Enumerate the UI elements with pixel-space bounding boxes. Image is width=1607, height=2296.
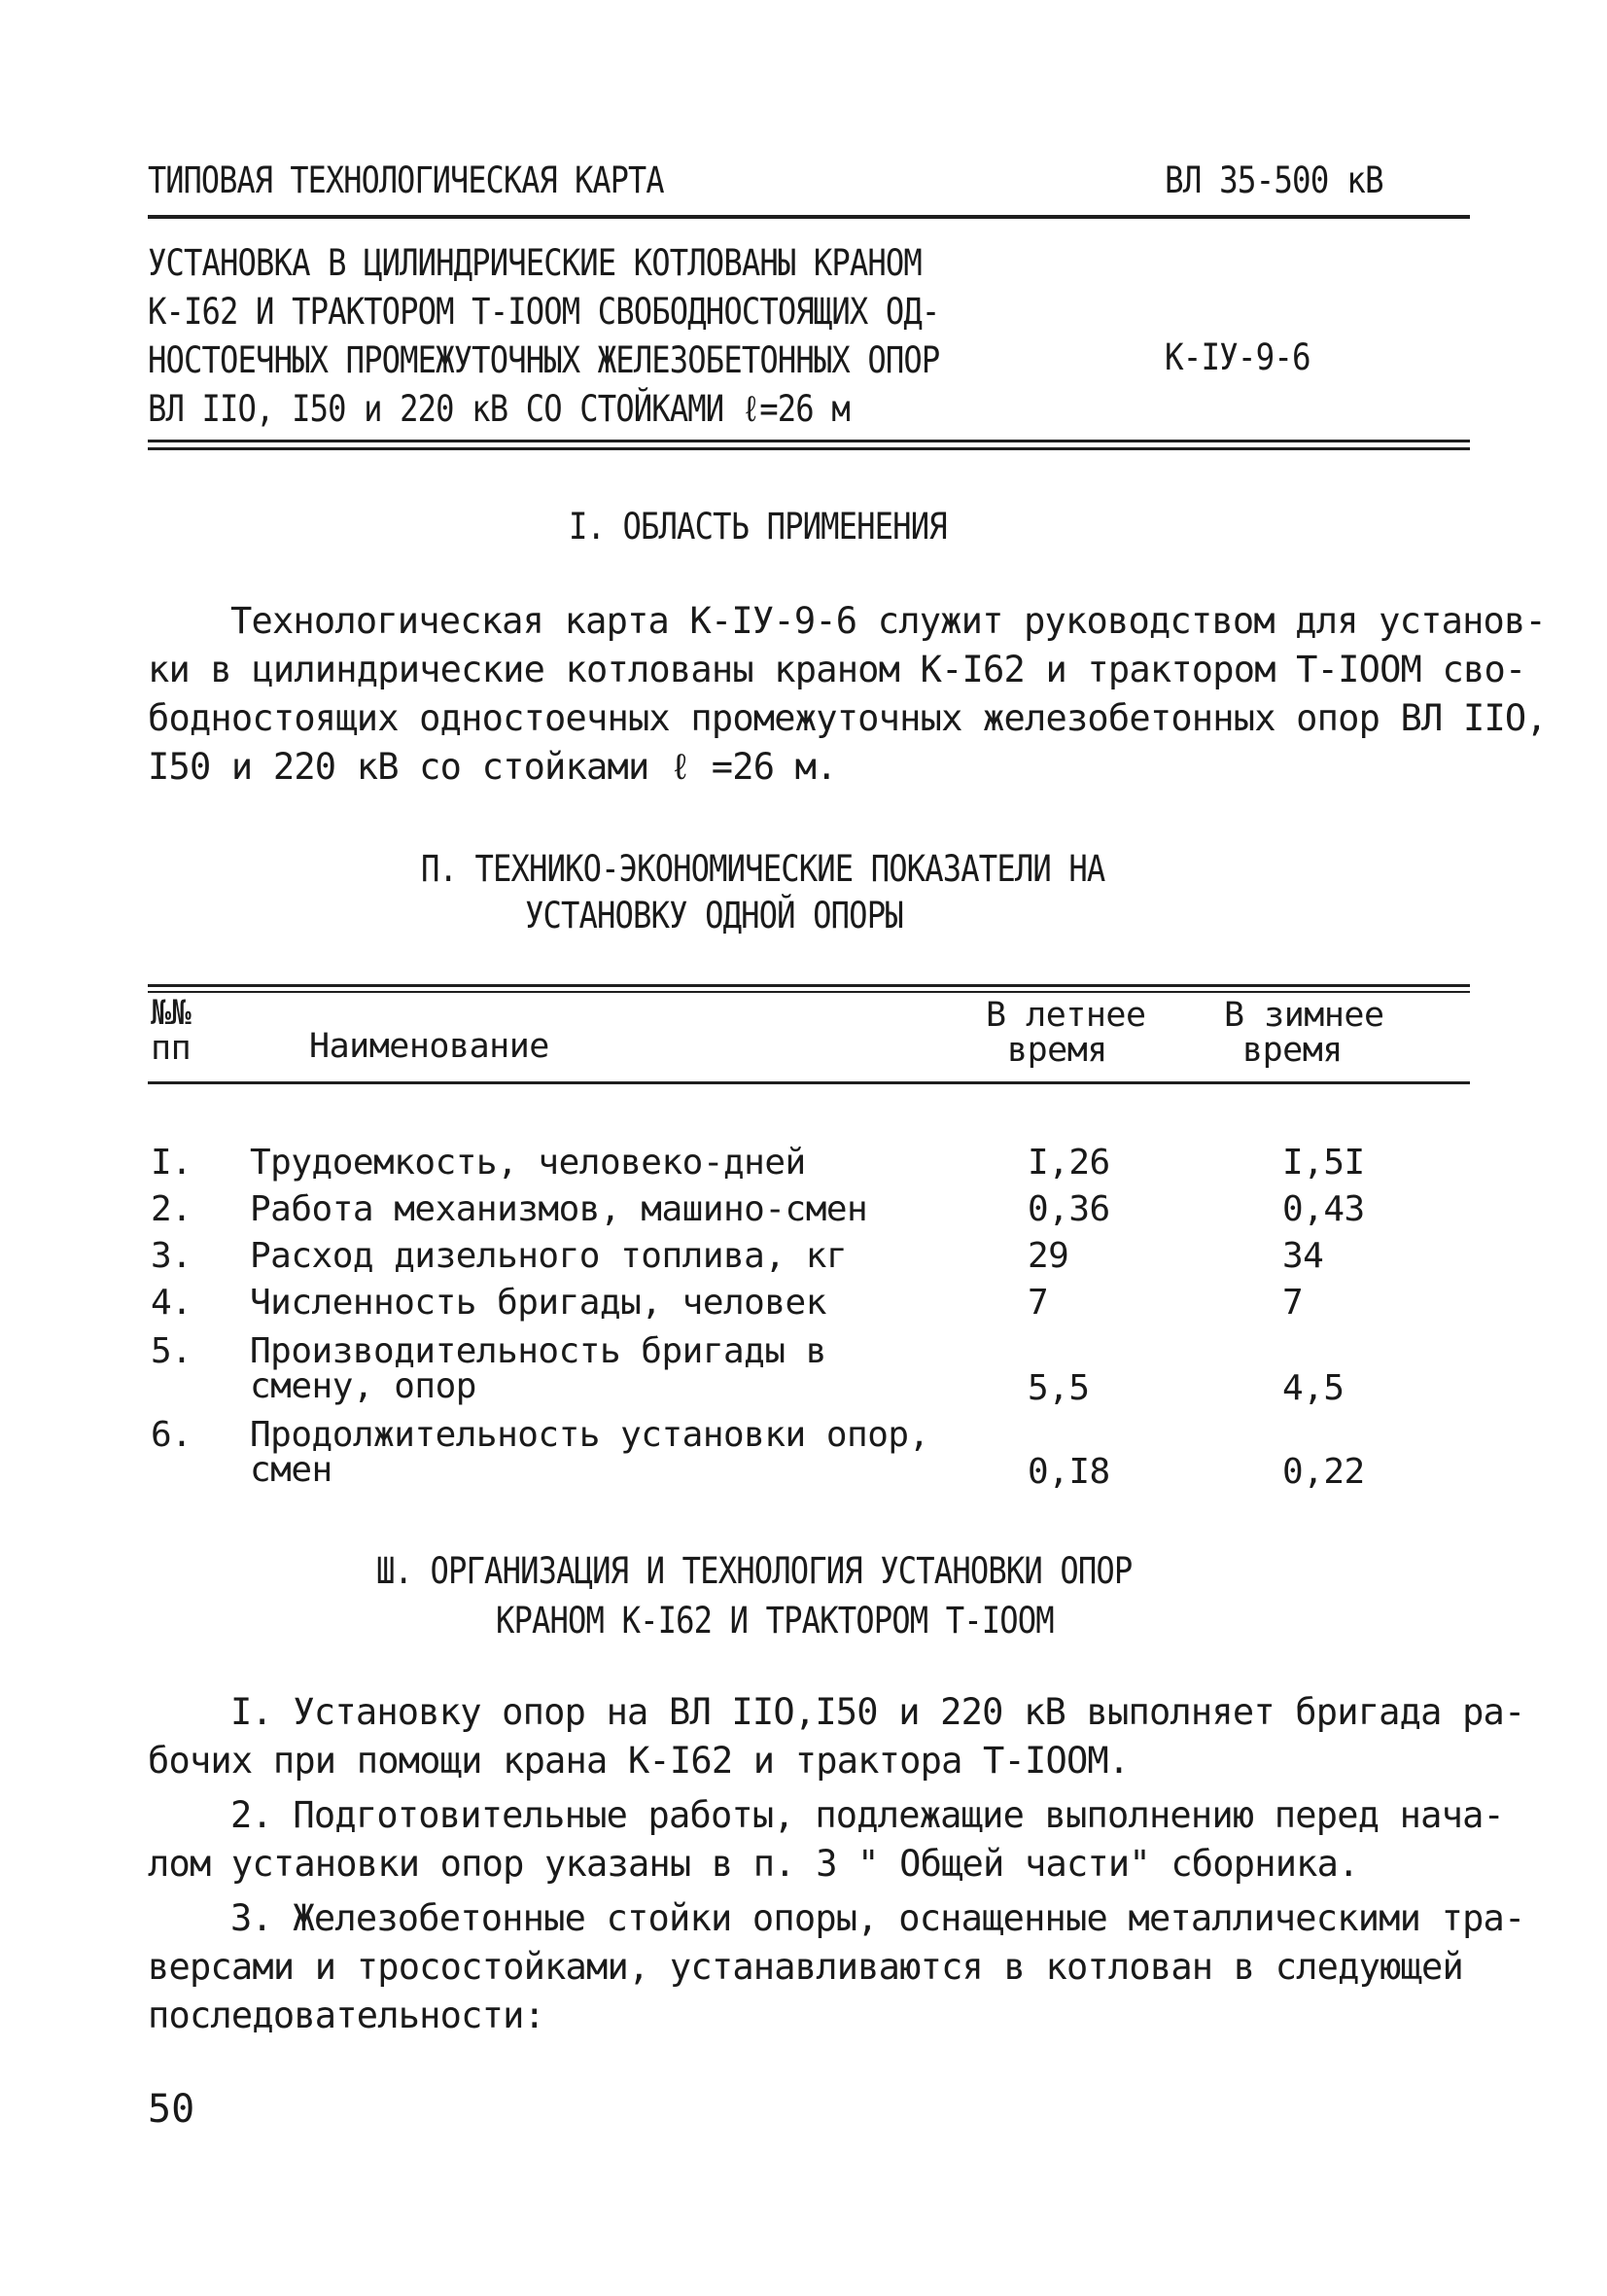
- table-row-summer: 0,I8: [1028, 1452, 1110, 1492]
- table-row-summer: 5,5: [1028, 1368, 1090, 1408]
- table-row-name-cont: смен: [250, 1450, 332, 1490]
- title-rule-top: [148, 440, 1470, 442]
- table-row-name: Численность бригады, человек: [250, 1283, 826, 1323]
- col-summer-line1: В летнее: [986, 996, 1146, 1035]
- col-summer-line2: время: [1007, 1031, 1107, 1070]
- paragraph-line: 3. Железобетонные стойки опоры, оснащенные металлическими тра-: [230, 1897, 1525, 1939]
- section3-paragraph-3: [148, 1894, 1525, 2040]
- col-winter-line1: В зимнее: [1224, 996, 1384, 1035]
- table-row-name: Производительность бригады в: [250, 1331, 826, 1371]
- paragraph-line: лом установки опор указаны в п. 3 " Общей части" сборника.: [148, 1843, 1359, 1885]
- table-row-name: Продолжительность установки опор,: [250, 1415, 929, 1455]
- table-row-winter: 34: [1282, 1236, 1324, 1276]
- table-header-rule: [148, 1081, 1470, 1084]
- table-rule-top-inner: [148, 991, 1470, 993]
- title-line: УСТАНОВКА В ЦИЛИНДРИЧЕСКИЕ КОТЛОВАНЫ КРАНОМ: [148, 242, 922, 284]
- table-row-name: Трудоемкость, человеко-дней: [250, 1143, 806, 1183]
- paragraph-line: ки в цилиндрические котлованы краном К-I62 и трактором Т-IOOM сво-: [148, 649, 1526, 690]
- paragraph-line: I. Установку опор на ВЛ IIO,I50 и 220 кВ выполняет бригада ра-: [230, 1691, 1525, 1733]
- col-num-line1: №№: [151, 994, 192, 1033]
- paragraph-line: Технологическая карта К-IУ-9-6 служит руководством для установ-: [230, 600, 1546, 642]
- table-row-summer: 29: [1028, 1236, 1069, 1276]
- table-row-num: 6.: [151, 1415, 192, 1455]
- section1-paragraph: [148, 597, 1547, 792]
- header-rule: [148, 215, 1470, 219]
- col-name-header: Наименование: [309, 1027, 549, 1066]
- table-row-summer: I,26: [1028, 1143, 1110, 1183]
- doc-type-header: ТИПОВАЯ ТЕХНОЛОГИЧЕСКАЯ КАРТА: [148, 159, 664, 201]
- page-number: 50: [148, 2087, 195, 2132]
- table-row-name: Расход дизельного топлива, кг: [250, 1236, 848, 1276]
- card-code: К-IУ-9-6: [1165, 336, 1310, 378]
- table-row-num: 5.: [151, 1331, 192, 1371]
- section3-paragraph-1: [148, 1688, 1525, 1785]
- table-row-winter: 0,43: [1282, 1189, 1365, 1229]
- paragraph-line: 2. Подготовительные работы, подлежащие выполнению перед нача-: [230, 1794, 1505, 1836]
- title-block: [148, 239, 939, 434]
- col-winter-line2: время: [1242, 1031, 1343, 1070]
- col-num-line2: пп: [151, 1029, 192, 1068]
- title-rule-bottom: [148, 447, 1470, 450]
- title-line: НОСТОЕЧНЫХ ПРОМЕЖУТОЧНЫХ ЖЕЛЕЗОБЕТОННЫХ ОПОР: [148, 339, 940, 381]
- section1-heading: I. ОБЛАСТЬ ПРИМЕНЕНИЯ: [569, 506, 947, 548]
- table-row-winter: 0,22: [1282, 1452, 1365, 1492]
- voltage-header: ВЛ 35-500 кВ: [1165, 159, 1383, 201]
- table-row-winter: 4,5: [1282, 1368, 1345, 1408]
- section2-heading-line2: УСТАНОВКУ ОДНОЙ ОПОРЫ: [525, 895, 903, 936]
- section2-heading-line1: П. ТЕХНИКО-ЭКОНОМИЧЕСКИЕ ПОКАЗАТЕЛИ НА: [421, 848, 1105, 890]
- table-row-num: 4.: [151, 1283, 192, 1323]
- title-line: К-I62 И ТРАКТОРОМ Т-IOOM СВОБОДНОСТОЯЩИХ ОД-: [148, 291, 940, 333]
- table-row-winter: I,5I: [1282, 1143, 1365, 1183]
- table-row-name: Работа механизмов, машино-смен: [250, 1189, 868, 1229]
- table-row-num: I.: [151, 1143, 192, 1183]
- paragraph-line: бочих при помощи крана К-I62 и трактора Т-IOOM.: [148, 1740, 1130, 1782]
- paragraph-line: бодностоящих одностоечных промежуточных железобетонных опор ВЛ IIO,: [148, 697, 1547, 739]
- table-row-name-cont: смену, опор: [250, 1366, 476, 1406]
- title-line: ВЛ IIO, I50 и 220 кВ СО СТОЙКАМИ ℓ=26 м: [148, 388, 850, 430]
- table-rule-top: [148, 984, 1470, 987]
- table-row-summer: 7: [1028, 1283, 1049, 1323]
- section3-heading-line2: КРАНОМ К-I62 И ТРАКТОРОМ Т-IOOM: [496, 1600, 1054, 1642]
- section3-paragraph-2: [148, 1791, 1504, 1889]
- paragraph-line: версами и тросостойками, устанавливаются в котлован в следующей: [148, 1946, 1463, 1988]
- table-row-summer: 0,36: [1028, 1189, 1110, 1229]
- paragraph-line: последовательности:: [148, 1995, 545, 2036]
- table-row-num: 3.: [151, 1236, 192, 1276]
- table-row-num: 2.: [151, 1189, 192, 1229]
- table-row-winter: 7: [1282, 1283, 1304, 1323]
- section3-heading-line1: Ш. ОРГАНИЗАЦИЯ И ТЕХНОЛОГИЯ УСТАНОВКИ ОПОР: [376, 1550, 1133, 1592]
- paragraph-line: I50 и 220 кВ со стойками ℓ =26 м.: [148, 746, 837, 788]
